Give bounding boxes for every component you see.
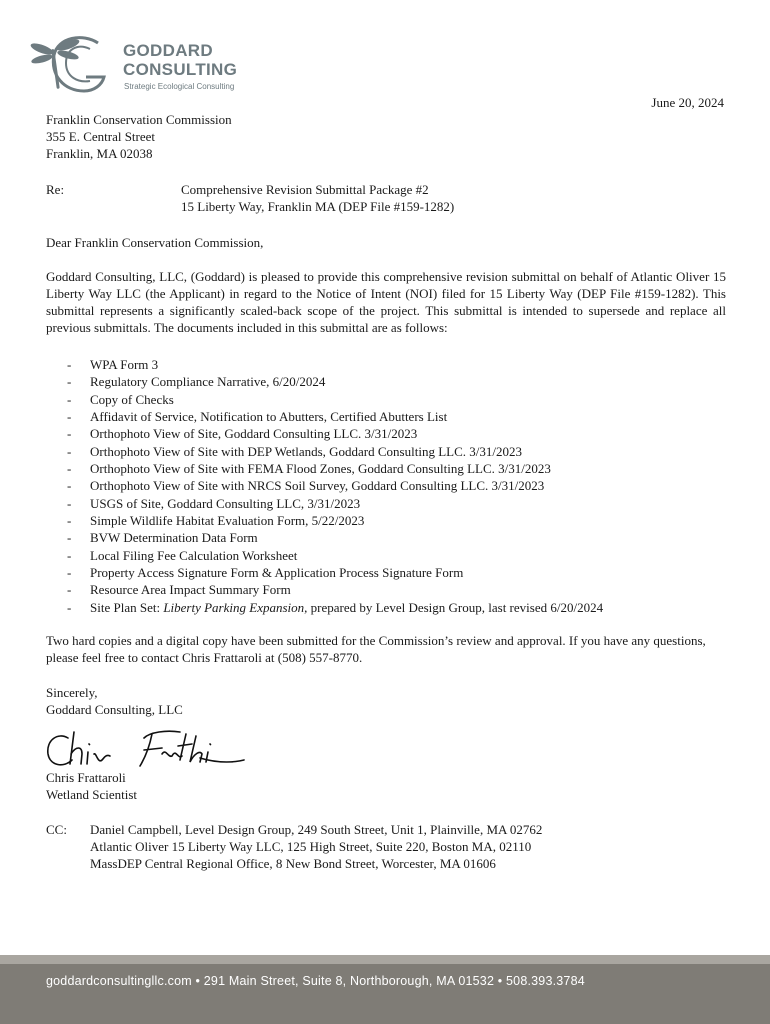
logo-tagline: Strategic Ecological Consulting <box>124 82 235 91</box>
site-plan-title: Liberty Parking Expansion, <box>163 599 308 615</box>
list-dash: - <box>67 478 72 494</box>
signature-graphic <box>40 724 250 774</box>
list-item <box>46 529 603 546</box>
list-item-text: Property Access Signature Form & Application Process Signature Form <box>90 565 464 581</box>
cc-recipient: Atlantic Oliver 15 Liberty Way LLC, 125 High Street, Suite 220, Boston MA, 02110 <box>90 839 532 854</box>
list-item-text: Copy of Checks <box>90 391 174 407</box>
list-item-text: Local Filing Fee Calculation Worksheet <box>90 547 298 563</box>
list-item <box>46 408 603 425</box>
list-dash: - <box>67 513 72 529</box>
list-dash: - <box>67 495 72 511</box>
closing-paragraph: Two hard copies and a digital copy have been submitted for the Commission’s review and approval. If you have any questions, please feel free to contact Chris Frattaroli at (508) 557-8770. <box>46 633 706 665</box>
list-item <box>46 564 603 581</box>
letter-date: June 20, 2024 <box>651 95 724 110</box>
list-item <box>46 547 603 564</box>
list-item-text: Regulatory Compliance Narrative, 6/20/2024 <box>90 374 326 390</box>
company-logo <box>28 33 258 101</box>
signer-title: Wetland Scientist <box>46 787 138 802</box>
salutation: Dear Franklin Conservation Commission, <box>46 235 264 250</box>
list-dash: - <box>67 443 72 459</box>
sign-off-line: Goddard Consulting, LLC <box>46 702 183 717</box>
site-plan-suffix: prepared by Level Design Group, last revised 6/20/2024 <box>307 599 604 615</box>
site-plan-prefix: Site Plan Set: <box>90 599 164 615</box>
logo-name-line1: GODDARD <box>123 41 213 60</box>
cc-label: CC: <box>46 822 67 837</box>
list-dash: - <box>67 547 72 563</box>
re-subject <box>181 181 454 215</box>
footer-bar <box>0 955 770 1024</box>
list-item-text: BVW Determination Data Form <box>90 530 258 546</box>
list-dash: - <box>67 374 72 390</box>
list-item <box>46 425 603 442</box>
list-item-text: Orthophoto View of Site, Goddard Consulting LLC. 3/31/2023 <box>90 426 418 442</box>
list-dash: - <box>67 582 72 598</box>
list-item <box>46 391 603 408</box>
list-item-text: Orthophoto View of Site with NRCS Soil Survey, Goddard Consulting LLC. 3/31/2023 <box>90 478 545 494</box>
document-list <box>46 356 603 616</box>
list-item-text: Resource Area Impact Summary Form <box>90 582 291 598</box>
re-line: Comprehensive Revision Submittal Package #2 <box>181 182 429 197</box>
recipient-line: 355 E. Central Street <box>46 129 156 144</box>
logo-name-line2: CONSULTING <box>123 60 238 79</box>
cc-recipient: Daniel Campbell, Level Design Group, 249 South Street, Unit 1, Plainville, MA 02762 <box>90 822 543 837</box>
list-item-text: WPA Form 3 <box>90 357 159 372</box>
re-line: 15 Liberty Way, Franklin MA (DEP File #159-1282) <box>181 199 455 214</box>
recipient-line: Franklin, MA 02038 <box>46 146 153 161</box>
list-dash: - <box>67 409 72 425</box>
list-dash: - <box>67 391 72 407</box>
list-item <box>46 581 603 598</box>
sign-off <box>46 684 183 718</box>
recipient-line: Franklin Conservation Commission <box>46 112 232 127</box>
signer-block <box>46 769 137 803</box>
list-item-text: USGS of Site, Goddard Consulting LLC, 3/31/2023 <box>90 495 361 511</box>
list-dash: - <box>67 461 72 477</box>
list-item <box>46 512 603 529</box>
list-dash: - <box>67 357 72 372</box>
list-item <box>46 460 603 477</box>
list-dash: - <box>67 599 72 615</box>
list-item <box>46 495 603 512</box>
sign-off-line: Sincerely, <box>46 685 98 700</box>
list-dash: - <box>67 426 72 442</box>
signer-name: Chris Frattaroli <box>46 770 126 785</box>
footer-contact: goddardconsultingllc.com • 291 Main Street, Suite 8, Northborough, MA 01532 • 508.393.3784 <box>46 974 585 988</box>
cc-recipients <box>90 821 542 872</box>
list-item <box>46 477 603 494</box>
list-item-text: Orthophoto View of Site with DEP Wetlands, Goddard Consulting LLC. 3/31/2023 <box>90 443 522 459</box>
list-dash: - <box>67 565 72 581</box>
list-item-text: Affidavit of Service, Notification to Abutters, Certified Abutters List <box>90 409 448 425</box>
footer-accent-strip <box>0 955 770 964</box>
list-item-site-plan <box>46 599 603 616</box>
list-item-text: Simple Wildlife Habitat Evaluation Form, 5/22/2023 <box>90 513 365 529</box>
recipient-address <box>46 111 232 162</box>
list-item <box>46 443 603 460</box>
handwritten-signature <box>40 724 250 774</box>
cc-recipient: MassDEP Central Regional Office, 8 New Bond Street, Worcester, MA 01606 <box>90 856 496 871</box>
list-item <box>46 356 603 373</box>
body-paragraph: Goddard Consulting, LLC, (Goddard) is pleased to provide this comprehensive revision submittal on behalf of Atlantic Oliver 15 Liberty Way LLC (the Applicant) in regard to the Notice of Intent (NOI) filed for 15 Liberty Way (DEP File #159-1282). This submittal represents a significantly scaled-back scope of the project. This submittal is intended to supersede and replace all previous submittals. The documents included in this submittal are as follows: <box>46 269 726 335</box>
dragonfly-logo-icon <box>28 33 123 101</box>
re-label: Re: <box>46 182 65 197</box>
list-dash: - <box>67 530 72 546</box>
list-item-text: Orthophoto View of Site with FEMA Flood Zones, Goddard Consulting LLC. 3/31/2023 <box>90 461 551 477</box>
list-item <box>46 373 603 390</box>
